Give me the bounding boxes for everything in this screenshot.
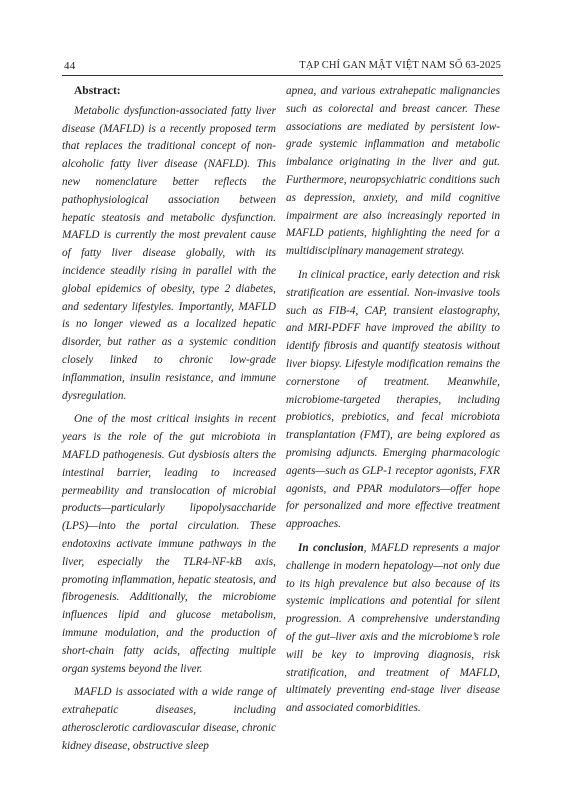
abstract-paragraph-4: In clinical practice, early detection and risk stratification are essential. Non-invasive tools such as FIB-4, CAP, transient elastography, and MRI-PDFF have improved the ability to identify fibrosis and quantify steatosis without liver biopsy. Lifestyle modification remains the cornerstone of treatment. Meanwhile, microbiome-targeted therapies, including probiotics, prebiotics, and fecal microbiota transplantation (FMT), are being explored as promising adjuncts. Emerging pharmacologic agents—such as GLP-1 receptor agonists, FXR agonists, and PPAR modulators—offer hope for personalized and more effective treatment approaches. bbox=[286, 268, 500, 531]
conclusion-lead: In conclusion bbox=[298, 541, 364, 554]
right-column bbox=[286, 83, 500, 724]
abstract-heading: Abstract: bbox=[74, 85, 121, 97]
header-rule bbox=[62, 75, 503, 76]
abstract-paragraph-2: One of the most critical insights in recent years is the role of the gut microbiota in MAFLD pathogenesis. Gut dysbiosis alters the intestinal barrier, leading to increased permeability and translocation of microbial products—particularly lipopolysaccharide (LPS)—into the portal circulation. These endotoxins activate immune pathways in the liver, especially the TLR4-NF-kB axis, promoting inflammation, hepatic steatosis, and fibrogenesis. Additionally, the microbiome influences lipid and glucose metabolism, immune modulation, and the production of short-chain fatty acids, affecting multiple organ systems beyond the liver. bbox=[62, 413, 276, 675]
abstract-paragraph-3-continued: apnea, and various extrahepatic malignancies such as colorectal and breast cancer. These associations are mediated by persistent low-grade systemic inflammation and metabolic imbalance originating in the liver and gut. Furthermore, neuropsychiatric conditions such as depression, anxiety, and mild cognitive impairment are also increasingly reported in MAFLD patients, highlighting the need for a multidisciplinary management strategy. bbox=[286, 85, 500, 258]
abstract-paragraph-1: Metabolic dysfunction-associated fatty liver disease (MAFLD) is a recently proposed term that replaces the traditional concept of non-alcoholic fatty liver disease (NAFLD). This new nomenclature better reflects the pathophysiological association between hepatic steatosis and metabolic dysfunction. MAFLD is currently the most prevalent cause of fatty liver disease globally, with its incidence steadily rising in parallel with the global epidemics of obesity, type 2 diabetes, and sedentary lifestyles. Importantly, MAFLD is no longer viewed as a localized hepatic disorder, but rather as a systemic condition closely linked to chronic low-grade inflammation, insulin resistance, and immune dysregulation. bbox=[62, 104, 276, 402]
page-header bbox=[0, 0, 561, 80]
abstract-paragraph-3: MAFLD is associated with a wide range of extrahepatic diseases, including atherosclerotic cardiovascular disease, chronic kidney disease, obstructive sleep bbox=[62, 686, 276, 752]
abstract-paragraph-5 bbox=[286, 540, 500, 718]
page-number: 44 bbox=[64, 60, 76, 72]
journal-title: TẠP CHÍ GAN MẬT VIỆT NAM SỐ 63-2025 bbox=[299, 60, 501, 71]
left-column bbox=[62, 83, 276, 761]
conclusion-text: , MAFLD represents a major challenge in modern hepatology—not only due to its high prevalence but also because of its systemic implications and potential for silent progression. A comprehensive understanding of the gut–liver axis and the microbiome’s role will be key to improving diagnosis, risk stratification, and treatment of MAFLD, ultimately preventing end-stage liver disease and associated comorbidities. bbox=[286, 541, 500, 715]
